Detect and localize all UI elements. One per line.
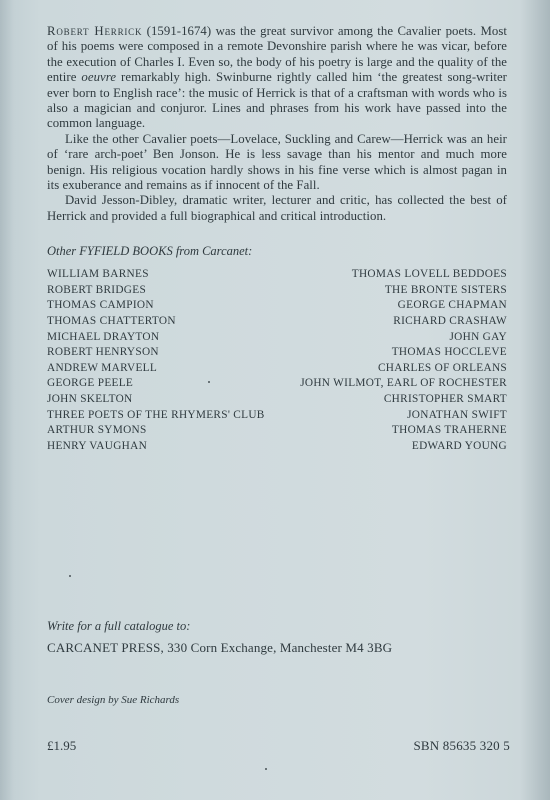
author-entry-left: JOHN SKELTON: [47, 393, 133, 406]
cover-credit: Cover design by Sue Richards: [47, 694, 180, 706]
author-entry-left: ARTHUR SYMONS: [47, 424, 147, 437]
author-entry-right: JONATHAN SWIFT: [407, 408, 507, 421]
author-entry-right: THOMAS TRAHERNE: [391, 424, 507, 437]
author-entry-left: THOMAS CHATTERTON: [47, 315, 176, 328]
catalogue-heading: Write for a full catalogue to:: [47, 619, 191, 633]
author-name: Robert Herrick: [47, 24, 143, 38]
author-column-left: [47, 267, 265, 454]
oeuvre-word: oeuvre: [81, 70, 117, 85]
blurb-paragraph-3: David Jesson-Dibley, dramatic writer, lecturer and critic, has collected the best of Herrick and provided a full biographical and critical introduction.: [47, 193, 507, 223]
isbn: SBN 85635 320 5: [413, 738, 510, 753]
author-entry-right: GEORGE CHAPMAN: [397, 299, 507, 312]
author-column-right: [300, 267, 507, 454]
author-entry-left: THOMAS CAMPION: [47, 299, 154, 312]
author-entry-right: THOMAS LOVELL BEDDOES: [351, 268, 507, 281]
author-entry-right: THE BRONTE SISTERS: [384, 283, 507, 296]
book-blurb: [47, 24, 507, 224]
author-entry-right: EDWARD YOUNG: [411, 439, 507, 452]
print-speck: [208, 381, 210, 383]
author-entry-left: THREE POETS OF THE RHYMERS' CLUB: [47, 408, 265, 421]
blurb-paragraph-1: [47, 24, 507, 132]
print-speck: [69, 575, 71, 577]
other-books-heading: Other FYFIELD BOOKS from Carcanet:: [47, 244, 253, 259]
blurb-paragraph-2: Like the other Cavalier poets—Lovelace, Suckling and Carew—Herrick was an heir of ‘rare arch-poet’ Ben Jonson. He is less savage than his mentor and much more benign. His religious vocation hardly shows in his fine verse which is almost pagan in its exuberance and remains as if innocent of the Fall.: [47, 131, 507, 193]
print-speck: [265, 768, 267, 770]
author-list: [47, 267, 507, 454]
author-entry-right: RICHARD CRASHAW: [393, 315, 507, 328]
author-entry-right: CHARLES OF ORLEANS: [377, 361, 507, 374]
author-entry-left: WILLIAM BARNES: [47, 268, 149, 281]
author-entry-left: ROBERT BRIDGES: [47, 283, 147, 296]
author-entry-right: JOHN WILMOT, EARL OF ROCHESTER: [300, 377, 507, 390]
price: £1.95: [47, 738, 77, 753]
blurb-p1-text: (1591-1674) was the great survivor among the Cavalier poets. Most of his poems were composed in a remote Devonshire parish where he was vicar, before the execution of Charles I. Even so, the body of his poetry is large and the quality of the entire: [47, 24, 508, 85]
publisher-address: CARCANET PRESS, 330 Corn Exchange, Manchester M4 3BG: [47, 640, 393, 655]
author-entry-left: ROBERT HENRYSON: [47, 346, 159, 359]
blurb-p1-text-2: remarkably high. Swinburne rightly called him ‘the greatest song-writer ever born to English race’: the music of Herrick is that of a craftsman with words who is also a magician and conjuror. Lines and phrases from his work have passed into the common language.: [47, 70, 507, 131]
author-entry-right: JOHN GAY: [449, 330, 507, 343]
author-entry-left: ANDREW MARVELL: [47, 361, 158, 374]
author-entry-left: MICHAEL DRAYTON: [47, 330, 160, 343]
main-content: [47, 24, 507, 454]
author-entry-left: GEORGE PEELE: [47, 377, 134, 390]
author-entry-right: THOMAS HOCCLEVE: [391, 346, 507, 359]
author-entry-right: CHRISTOPHER SMART: [383, 393, 507, 406]
author-entry-left: HENRY VAUGHAN: [47, 439, 148, 452]
